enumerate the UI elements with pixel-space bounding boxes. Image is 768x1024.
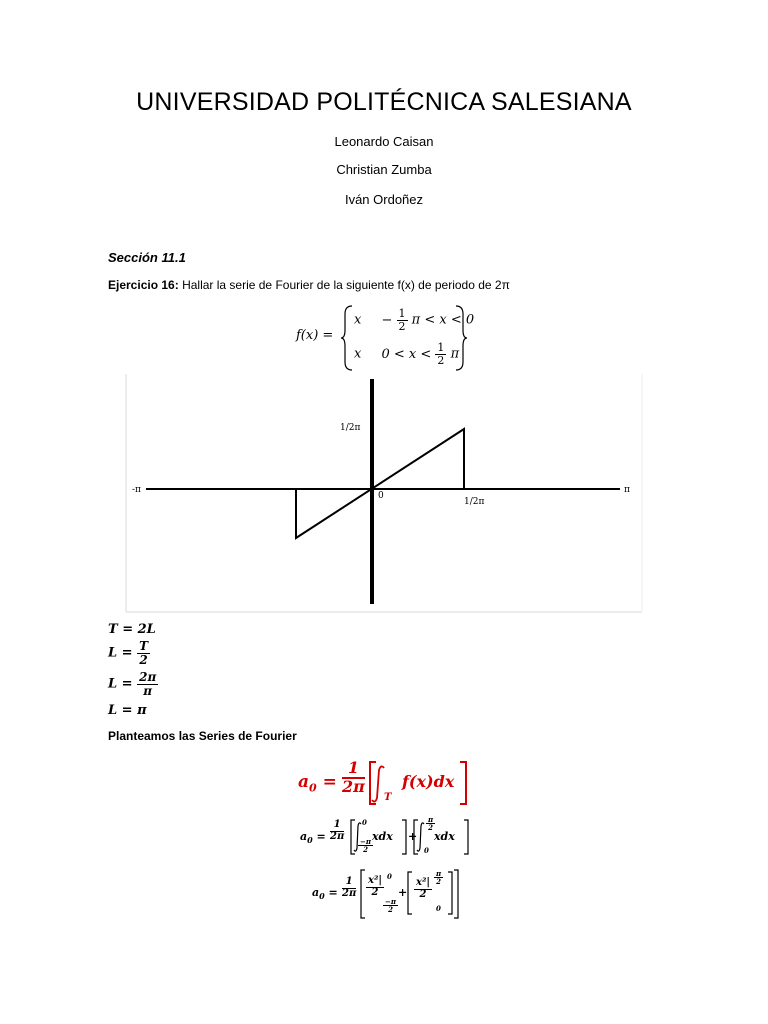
period-line-2-frac	[137, 640, 150, 666]
half-num-2: 1	[437, 341, 445, 354]
a0-equals: =	[322, 772, 337, 792]
piecewise-lhs: f(x) =	[296, 328, 334, 343]
piecewise-function	[296, 304, 476, 374]
step2-term1-num: x²|	[368, 875, 382, 886]
step2-term2-num: x²|	[416, 877, 430, 888]
x-half-label: 1/2π	[464, 497, 485, 507]
period-line-3	[108, 671, 158, 697]
a0-den: 2π	[342, 776, 365, 796]
step1-int2-upper-num: π	[428, 815, 434, 824]
case-2	[354, 342, 459, 366]
step2-term2-den: 2	[419, 888, 427, 900]
step1-int2-upper-den: 2	[428, 823, 433, 833]
period-line-1: T = 2L	[108, 622, 156, 637]
exercise-text: Hallar la serie de Fourier de la siguiente f(x) de periodo de 2π	[182, 278, 510, 292]
step2-letter: a	[312, 886, 320, 899]
a0-letter: a	[298, 772, 310, 792]
step2-term2-lower: 0	[436, 904, 441, 913]
step1-letter: a	[300, 830, 308, 843]
step2-term2-upper-num: π	[436, 869, 442, 878]
step1-int1-lower-num: −π	[360, 837, 371, 846]
section-heading: Sección 11.1	[108, 250, 186, 265]
step1-plus: +	[408, 830, 418, 843]
a0-formula	[298, 760, 498, 808]
a0-num: 1	[342, 760, 365, 779]
period-line-3-den: π	[143, 683, 153, 698]
step1-int1-body: xdx	[372, 830, 393, 843]
x-left-label: -π	[132, 485, 141, 495]
integral-sign	[372, 766, 384, 801]
exercise-statement	[108, 278, 510, 292]
step2-lhs: $a_0$ =	[312, 886, 338, 902]
step2-num: 1	[342, 877, 356, 889]
a0-int-sub: T	[384, 792, 392, 803]
right-brace	[454, 304, 468, 372]
a0-integrand: f(x)dx	[402, 772, 455, 791]
a0-fraction	[342, 760, 365, 796]
x-right-label: π	[624, 485, 630, 495]
a0-right-bracket	[458, 760, 470, 808]
period-line-2	[108, 640, 150, 666]
step1-int1-lower	[358, 838, 373, 854]
case-1-expr: x	[354, 312, 362, 328]
step2-sub: 0	[319, 891, 325, 902]
period-line-2-num: T	[139, 639, 149, 653]
step2-term1-den: 2	[371, 886, 379, 898]
step2-term1-upper: 0	[387, 872, 392, 881]
step1-int1-upper: 0	[362, 818, 367, 827]
case-1-cond: π < x < 0	[411, 312, 475, 328]
step2-plus: +	[398, 886, 408, 899]
case-2-expr: x	[354, 346, 362, 362]
a0-step-1	[300, 815, 470, 858]
case-1-half	[397, 308, 408, 332]
case-2-half	[435, 342, 446, 366]
period-line-4: L = π	[108, 703, 147, 718]
step1-int1-lower-den: 2	[363, 845, 368, 855]
author-3: Iván Ordoñez	[344, 192, 424, 207]
step1-int2-lower: 0	[424, 846, 429, 855]
step2-term2-upper-den: 2	[436, 877, 441, 887]
function-graph	[124, 374, 644, 614]
step1-sub: 0	[307, 835, 313, 846]
step2-term2-upper	[434, 870, 443, 886]
a0-step-2	[312, 868, 462, 922]
step1-fraction	[330, 820, 344, 842]
author-2: Christian Zumba	[336, 162, 432, 177]
half-den-2: 2	[437, 353, 445, 367]
step1-int2-body: xdx	[434, 830, 455, 843]
case-2-pi: π	[450, 346, 460, 362]
step2-fraction	[342, 877, 356, 899]
case-2-cond: 0 < x <	[381, 346, 432, 362]
step1-lhs: $a_0$ =	[300, 830, 326, 846]
case-1-minus: −	[381, 312, 393, 328]
university-title: UNIVERSIDAD POLITÉCNICA SALESIANA	[136, 88, 632, 116]
left-brace	[340, 304, 354, 372]
period-line-2-lhs: L =	[108, 645, 133, 661]
step2-term1-lower	[383, 898, 398, 914]
a0-lhs	[298, 772, 337, 794]
period-line-3-lhs: L =	[108, 676, 133, 692]
origin-label: 0	[378, 491, 384, 501]
author-1: Leonardo Caisan	[334, 134, 434, 149]
period-line-3-num: 2π	[139, 670, 157, 684]
y-tick-label: 1/2π	[340, 423, 361, 433]
step1-den: 2π	[330, 830, 345, 842]
step2-term1-lower-num: −π	[385, 897, 396, 906]
half-den: 2	[398, 319, 406, 333]
step1-num: 1	[330, 820, 344, 832]
step2-term2	[414, 878, 432, 900]
period-line-3-frac	[137, 671, 158, 697]
a0-sub: 0	[309, 781, 317, 795]
exercise-label: Ejercicio 16:	[108, 278, 179, 292]
half-num: 1	[398, 307, 406, 320]
step2-den: 2π	[342, 887, 357, 899]
fourier-heading: Planteamos las Series de Fourier	[108, 729, 297, 743]
function-line	[296, 429, 464, 538]
step2-term1-lower-den: 2	[388, 905, 393, 915]
step2-term1	[366, 876, 384, 898]
period-line-2-den: 2	[139, 652, 148, 667]
